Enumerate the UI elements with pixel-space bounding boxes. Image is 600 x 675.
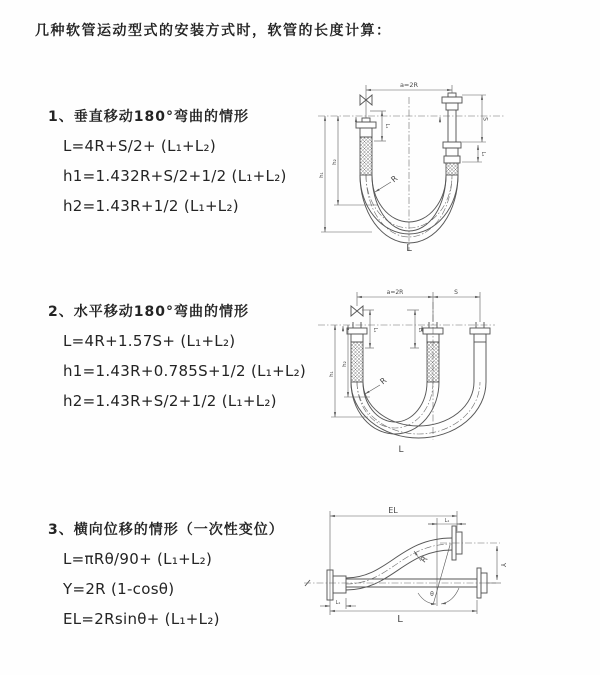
dim-label-h1: h₁ xyxy=(319,172,325,178)
formula-length: L=4R+1.57S+ (L₁+L₂) xyxy=(63,332,236,350)
formula-el: EL=2Rsinθ+ (L₁+L₂) xyxy=(63,610,220,628)
radius-label: R xyxy=(389,173,400,185)
section-horizontal-movement xyxy=(48,301,348,422)
length-label: L xyxy=(406,243,412,254)
dimension-labels xyxy=(319,81,489,254)
dim-label-l1: L₁ xyxy=(384,123,390,129)
braided-hose-section xyxy=(360,137,372,175)
dimension-lines xyxy=(320,511,501,615)
formula-y: Y=2R (1-cosθ) xyxy=(63,580,175,598)
dim-label-s: S xyxy=(481,117,489,121)
valve-icon xyxy=(360,95,366,105)
dim-label-a2r: a=2R xyxy=(386,289,404,296)
valve-icon xyxy=(357,306,363,316)
formula-h2: h2=1.43R+S/2+1/2 (L₁+L₂) xyxy=(63,392,277,410)
dim-label-l1-left: L₁ xyxy=(372,327,378,333)
page-title: 几种软管运动型式的安装方式时，软管的长度计算： xyxy=(35,23,392,39)
diagram-vertical-180-bend xyxy=(312,75,597,257)
radius-label: R xyxy=(378,375,389,387)
dim-label-el: EL xyxy=(388,506,398,515)
braided-hose-section xyxy=(446,163,458,175)
section-2-heading: 2、水平移动180°弯曲的情形 xyxy=(48,304,249,320)
centerlines xyxy=(318,97,504,251)
dim-label-h1: h₁ xyxy=(329,371,335,377)
formula-h1: h1=1.432R+S/2+1/2 (L₁+L₂) xyxy=(63,167,287,185)
dim-label-s: S xyxy=(454,289,458,296)
braided-hose-section xyxy=(351,342,363,382)
radius-label: R xyxy=(418,554,430,565)
braided-hose-section xyxy=(427,342,439,382)
dimension-labels xyxy=(336,506,507,625)
hose-and-fittings xyxy=(305,526,487,605)
diagram-lateral-displacement xyxy=(300,503,600,641)
theta-label: θ xyxy=(430,591,434,598)
dim-label-y: Y xyxy=(499,562,507,568)
dim-label-h2: h₂ xyxy=(342,361,348,367)
diagram-horizontal-180-bend xyxy=(310,282,600,460)
dimension-lines xyxy=(321,85,486,232)
formula-h2: h2=1.43R+1/2 (L₁+L₂) xyxy=(63,197,239,215)
section-3-heading: 3、横向位移的情形（一次性变位） xyxy=(48,522,284,538)
section-vertical-movement xyxy=(48,106,348,227)
dim-label-l1-left: L₁ xyxy=(335,600,341,606)
dim-label-l2: L₂ xyxy=(480,151,486,157)
dim-label-l1-mid: L₁ xyxy=(417,327,423,333)
formula-h1: h1=1.43R+0.785S+1/2 (L₁+L₂) xyxy=(63,362,307,380)
formula-length: L=πRθ/90+ (L₁+L₂) xyxy=(63,550,213,568)
dim-label-a2r: a=2R xyxy=(399,81,419,89)
dim-label-h2: h₂ xyxy=(332,159,338,165)
formula-length: L=4R+S/2+ (L₁+L₂) xyxy=(63,137,217,155)
valve-icon xyxy=(351,306,357,316)
length-label: L xyxy=(397,614,403,625)
section-1-heading: 1、垂直移动180°弯曲的情形 xyxy=(48,109,249,125)
valve-icon xyxy=(366,95,372,105)
dim-label-l1-top: L₁ xyxy=(444,518,450,524)
length-label: L xyxy=(398,445,404,455)
